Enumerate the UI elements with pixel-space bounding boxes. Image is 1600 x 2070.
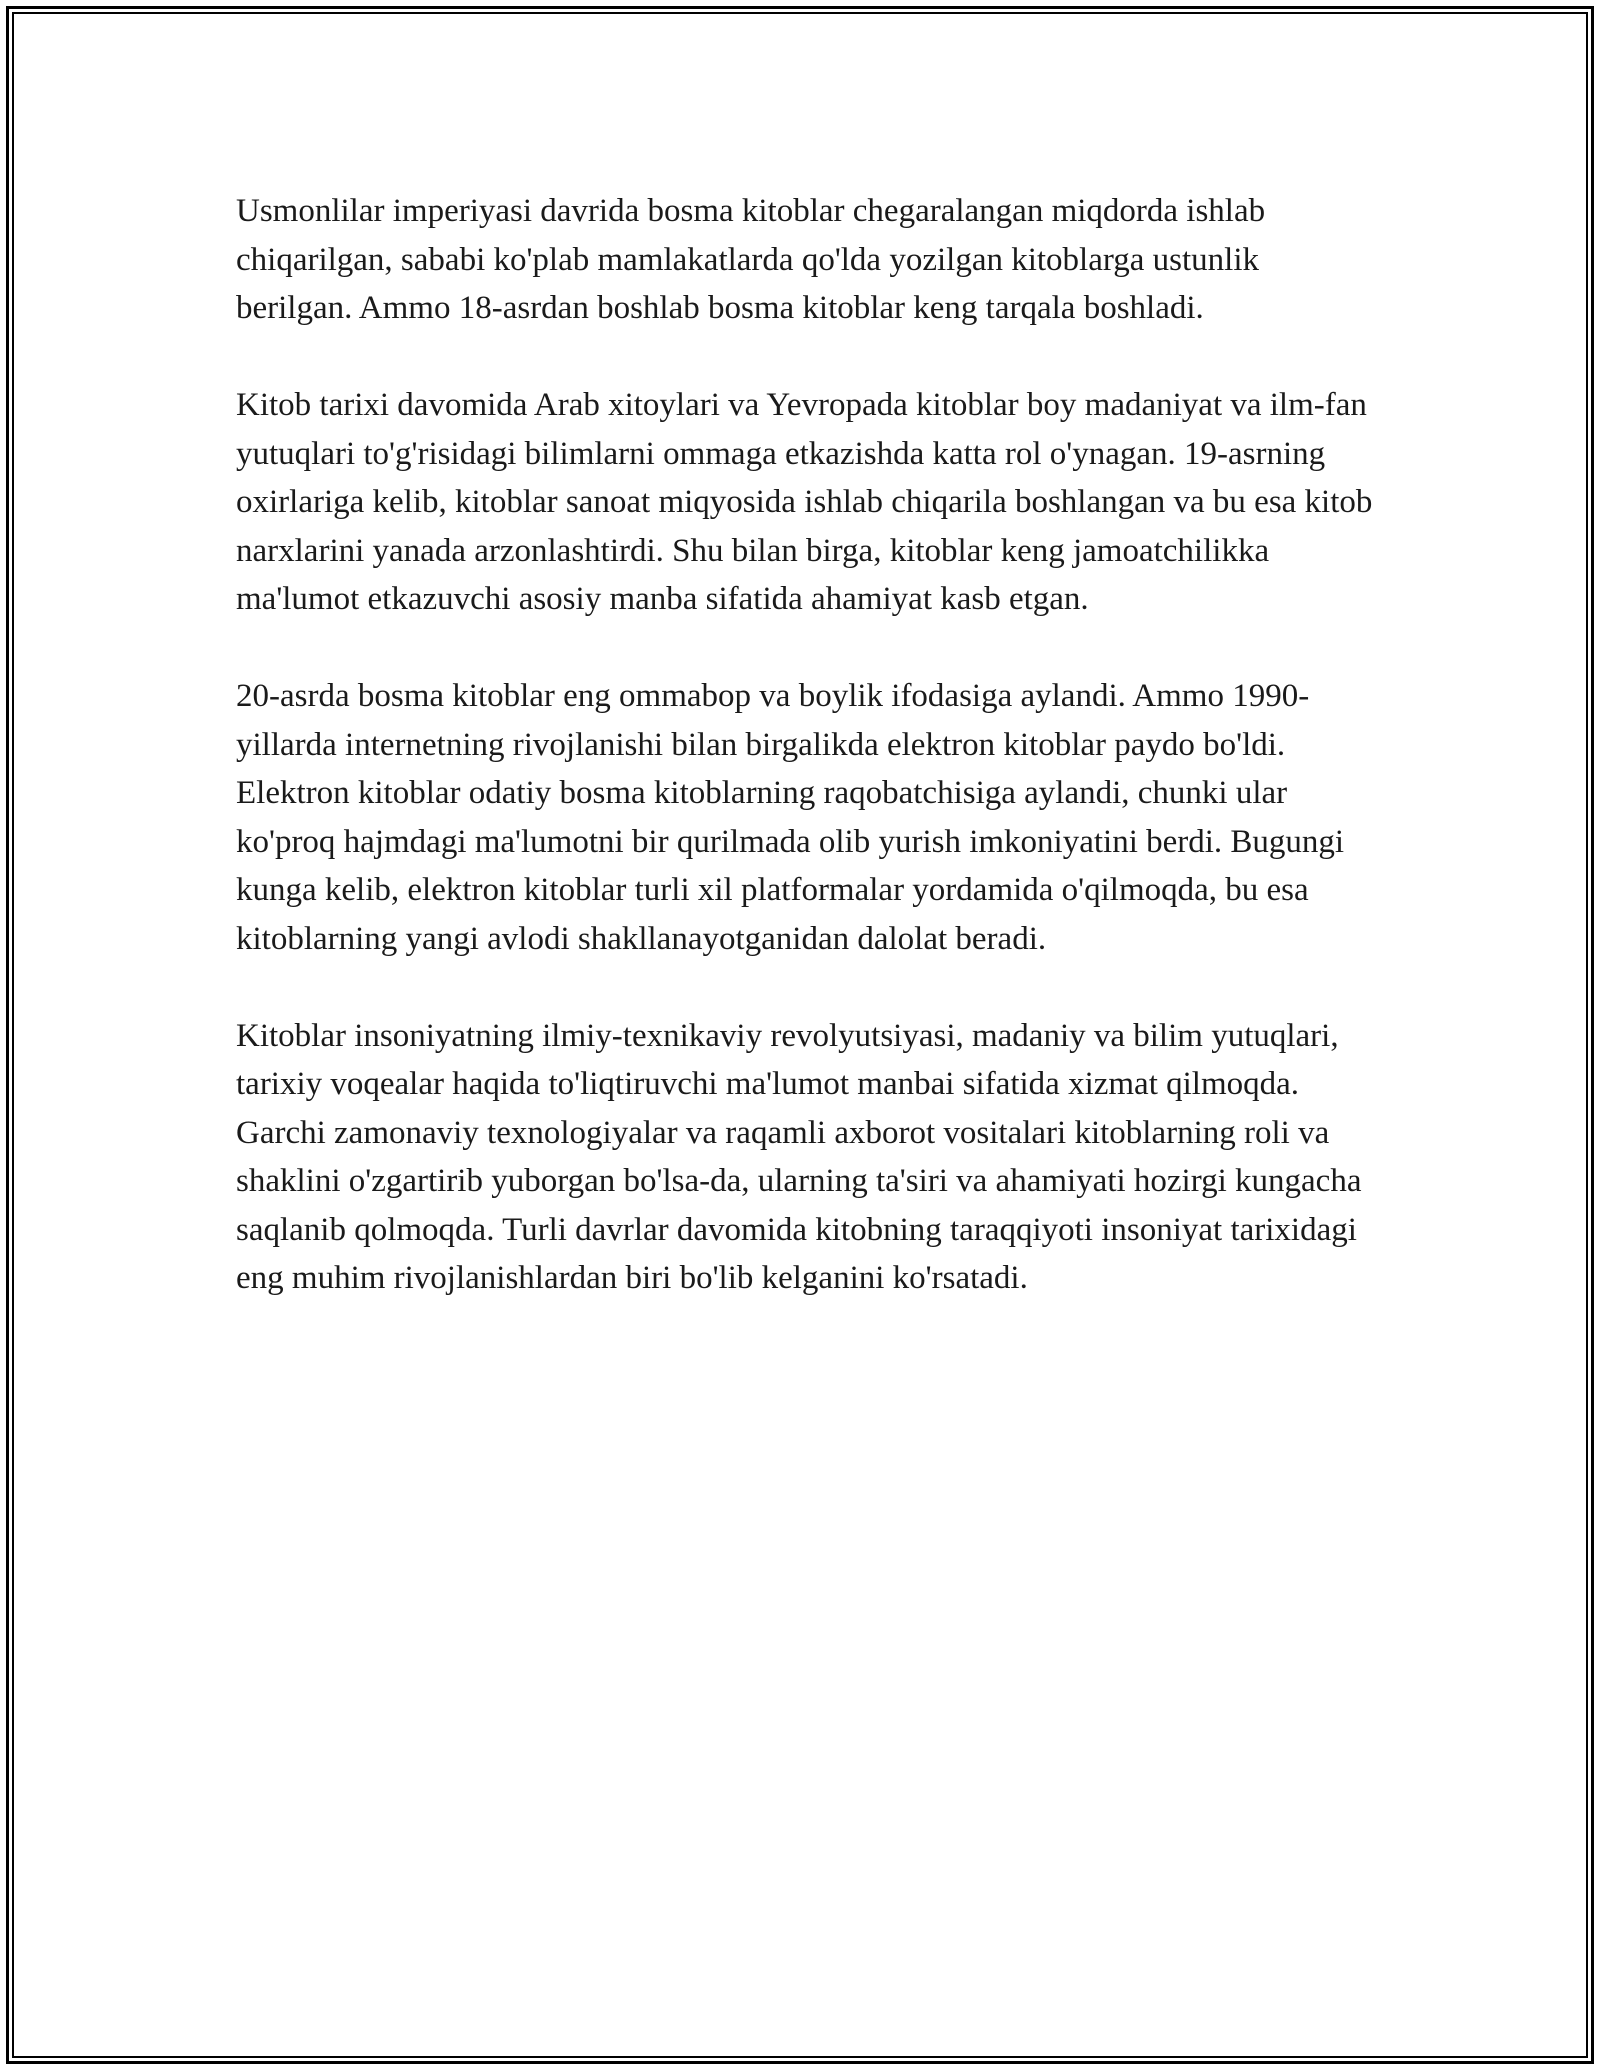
paragraph-4: Kitoblar insoniyatning ilmiy-texnikaviy revolyutsiyasi, madaniy va bilim yutuqlari, tarixiy voqealar haqida to'liqtiruvchi ma'lumot manbai sifatida xizmat qilmoqda. Garchi zamonaviy texnologiyalar va raqamli axborot vositalari kitoblarning roli va shaklini o'zgartirib yuborgan bo'lsa-da, ularning ta'siri va ahamiyati hozirgi kungacha saqlanib qolmoqda. Turli davrlar davomida kitobning taraqqiyoti insoniyat tarixidagi eng muhim rivojlanishlardan biri bo'lib kelganini ko'rsatadi. (236, 1017, 1362, 1296)
document-body (236, 187, 1376, 1351)
paragraph-1: Usmonlilar imperiyasi davrida bosma kitoblar chegaralangan miqdorda ishlab chiqarilgan, sababi ko'plab mamlakatlarda qo'lda yozilgan kitoblarga ustunlik berilgan. Ammo 18-asrdan boshlab bosma kitoblar keng tarqala boshladi. (236, 193, 1266, 326)
paragraph-3: 20-asrda bosma kitoblar eng ommabop va boylik ifodasiga aylandi. Ammo 1990-yillarda internetning rivojlanishi bilan birgalikda elektron kitoblar paydo bo'ldi. Elektron kitoblar odatiy bosma kitoblarning raqobatchisiga aylandi, chunki ular ko'proq hajmdagi ma'lumotni bir qurilmada olib yurish imkoniyatini berdi. Bugungi kunga kelib, elektron kitoblar turli xil platformalar yordamida o'qilmoqda, bu esa kitoblarning yangi avlodi shakllanayotganidan dalolat beradi. (236, 678, 1345, 957)
paragraph-2: Kitob tarixi davomida Arab xitoylari va Yevropada kitoblar boy madaniyat va ilm-fan yutuqlari to'g'risidagi bilimlarni ommaga etkazishda katta rol o'ynagan. 19-asrning oxirlariga kelib, kitoblar sanoat miqyosida ishlab chiqarila boshlangan va bu esa kitob narxlarini yanada arzonlashtirdi. Shu bilan birga, kitoblar keng jamoatchilikka ma'lumot etkazuvchi asosiy manba sifatida ahamiyat kasb etgan. (236, 387, 1373, 617)
